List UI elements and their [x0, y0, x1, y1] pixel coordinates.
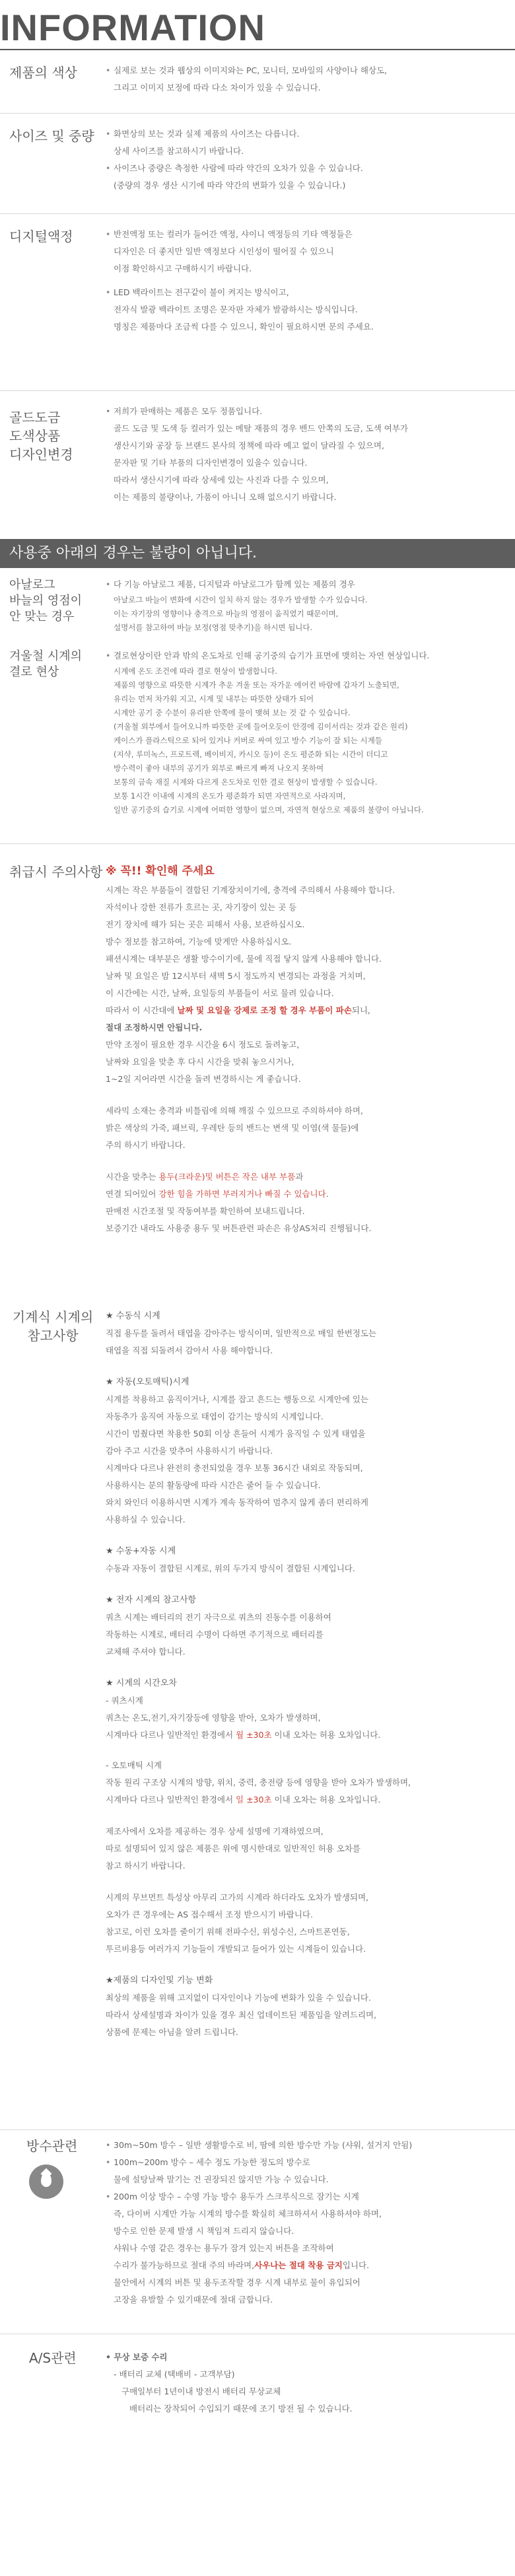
content-line: 아날로그 바늘이 변화에 시간이 일치 하지 않는 경우가 발생할 수가 있습니다.	[114, 595, 368, 604]
row-mechanical	[0, 1291, 515, 2129]
content-line: • 100m~200m 방수 – 세수 정도 가능한 정도의 방수로	[106, 2154, 502, 2171]
content-line: 구매일부터 1년이내 방전시 배터리 무상교체	[121, 2386, 281, 2396]
content-line: 1~2일 지어라면 시간을 돌려 변경하시는 게 좋습니다.	[106, 1074, 301, 1084]
content-line	[106, 1186, 502, 1203]
text-span: 시계마다 다르나 일반적인 환경에서	[106, 1730, 236, 1740]
content-line: 물에 설탕날짜 말기는 건 권장되진 않지만 가능 수 있습니다.	[114, 2174, 329, 2184]
block-title: ★제품의 디자인및 기능 변화	[106, 1976, 213, 1986]
row-label	[0, 568, 106, 645]
text-span: 시계마다 다르나 일반적인 환경에서	[106, 1795, 236, 1805]
content-line: 디자인은 더 좋지만 일반 액정보다 시인성이 떨어질 수 있으니	[114, 246, 334, 256]
content-line	[106, 1727, 502, 1744]
content-line: 시간이 멈췄다면 착용한 50회 이상 흔들어 시계가 움직일 수 있게 태엽을	[106, 1429, 366, 1439]
content-line: 시계에 온도 조건에 따라 결로 현상이 발생합니다.	[114, 666, 277, 676]
caution-block-1	[106, 882, 502, 1088]
mech-block	[106, 1972, 502, 2041]
text-span: 이내 오차는 허용 오차입니다.	[271, 1795, 381, 1805]
row-label	[0, 1291, 106, 2129]
row-content	[106, 2130, 515, 2334]
caution-block-2	[106, 1102, 502, 1154]
content-line: 즉, 다이버 시계만 가능 시계의 방수를 확실히 체크하셔서 사용하셔야 하며,	[114, 2209, 382, 2219]
content-line: 생산시기와 공장 등 브랜드 본사의 정책에 따라 예고 없이 달라질 수 있으며,	[114, 441, 384, 450]
content-line: 만약 조정이 필요한 경우 시간을 6시 정도로 돌려놓고,	[106, 1040, 300, 1050]
content-line: 자석이나 강한 전류가 흐르는 곳, 자기장이 있는 곳 등	[106, 902, 297, 912]
content-line: (중량의 경우 생산 시기에 따라 약간의 변화가 있을 수 있습니다.)	[114, 180, 346, 190]
content-line: 보통 1시간 이내에 시계의 온도가 평준화가 되면 자연적으로 사라지며,	[114, 791, 346, 801]
row-content	[106, 645, 515, 843]
content-line: • 사이즈나 중량은 측정한 사람에 따라 약간의 오차가 있을 수 있습니다.	[106, 160, 502, 177]
highlight-text: 월 ±30초	[236, 1730, 272, 1740]
content-line: • 200m 이상 방수 – 수영 가능 방수 용두가 스크루식으로 잠기는 시계	[106, 2188, 502, 2205]
content-line: 문자판 및 기타 부품의 디자인변경이 있을수 있습니다.	[114, 458, 308, 468]
content-line: 참고 하시기 바랍니다.	[106, 1861, 186, 1871]
row-label: 디지털액정	[9, 229, 73, 244]
content-line: 따라서 생산시기에 따라 상세에 있는 사진과 다를 수 있으며,	[114, 475, 329, 485]
row-label	[0, 645, 106, 843]
label-line: 참고사항	[27, 1328, 79, 1343]
row-winter	[0, 645, 515, 844]
content-line: 사용하실 수 있습니다.	[106, 1515, 186, 1524]
caution-title: ※ 꼭!! 확인해 주세요	[106, 865, 215, 878]
content-line: 명칭은 제품마다 조금씩 다를 수 있으니, 확인이 필요하시면 문의 주세요.	[114, 322, 374, 332]
label-line: 안 맞는 경우	[9, 610, 75, 624]
section-banner: 사용중 아래의 경우는 불량이 아닙니다.	[0, 539, 515, 568]
content-line: 참고로, 이런 오차를 줄이기 위해 전파수신, 위성수신, 스마트폰연동,	[106, 1927, 350, 1937]
content-line: 상세 사이즈를 참고하시기 바랍니다.	[114, 146, 244, 156]
content-line: 시계의 무브먼트 특성상 아무리 고가의 시계라 하더라도 오차가 발생되며,	[106, 1892, 369, 1902]
content-line: 시계마다 다르나 완전히 충전되었을 경우 보통 36시간 내외로 작동되며,	[106, 1463, 363, 1473]
row-content	[106, 114, 515, 213]
page-title: INFORMATION	[0, 7, 265, 48]
warning-text: 사우나는 절대 착용 금지	[254, 2260, 343, 2270]
as-title: • 무상 보증 수리	[106, 2352, 168, 2362]
content-line: • 저희가 판매하는 제품은 모두 정품입니다.	[106, 403, 502, 420]
row-content	[106, 214, 515, 390]
row-content	[106, 1291, 515, 2129]
label-line: 기계식 시계의	[12, 1309, 94, 1325]
block-title: ★ 자동(오토매틱)시계	[106, 1377, 189, 1387]
content-line: - 배터리 교체 (택배비 - 고객부담)	[114, 2369, 235, 2379]
content-line: 교체해 주셔야 합니다.	[106, 1647, 186, 1657]
row-label: 사이즈 및 중량	[9, 128, 94, 144]
content-line: 직접 용두를 돌려서 태엽을 감아주는 방식이며, 일반적으로 매일 한번정도는	[106, 1328, 377, 1338]
content-line: • 실제로 보는 것과 웹상의 이미지와는 PC, 모니터, 모바일의 사양이나 해상도,	[106, 62, 502, 79]
label-line: 겨울철 시계의	[9, 649, 83, 663]
content-line: 세라믹 소재는 충격과 비틀림에 의해 깨질 수 있으므로 주의하셔야 하며,	[106, 1106, 363, 1116]
block-title: ★ 시계의 시간오차	[106, 1678, 177, 1688]
content-line	[106, 1791, 502, 1808]
content-line: (겨울철 외부에서 들어오니까 따뜻한 곳에 들어오듯이 안경에 김이서리는 것과 같은 원리)	[114, 722, 408, 731]
row-content	[106, 844, 515, 1291]
warning-text: 고장을 유발할 수 있기때문에 절대 금합니다.	[114, 2295, 273, 2305]
content-line: 보증기간 내라도 사용중 용두 및 버튼관련 파손은 유상AS처리 진행됩니다.	[106, 1223, 372, 1233]
content-line: 골드 도금 및 도색 등 컬러가 있는 메탈 재품의 경우 밴드 안쪽의 도금, 도색 여부가	[114, 423, 409, 433]
row-content	[106, 568, 515, 645]
content-line: 수동과 자동이 결합된 시계로, 위의 두가지 방식이 결합된 시계입니다.	[106, 1563, 355, 1573]
content-line: 따라서 상세설명과 차이가 있을 경우 최신 업데이트된 제품임을 알려드리며,	[106, 2010, 377, 2020]
content-line: 그리고 이미지 보정에 따라 다소 차이가 있을 수 있습니다.	[114, 83, 321, 92]
text-span: 과	[295, 1172, 304, 1182]
warning-text: 날짜 및 요일을 강제로 조정 할 경우 부품이 파손	[177, 1005, 352, 1015]
content-line: 설명서를 참고하여 바늘 보정(영점 맞추기)을 하시면 됩니다.	[114, 623, 313, 632]
content-line: 최상의 제품을 위해 고지없이 디자인이나 기능에 변화가 있을 수 있습니다.	[106, 1993, 371, 2003]
label-line: 아날로그	[9, 578, 55, 592]
text-span: .	[326, 1189, 329, 1199]
mech-block	[106, 1308, 502, 1359]
content-line: 샤워나 수영 같은 경우는 용두가 잠겨 있는지 버튼을 조작하여	[114, 2243, 334, 2253]
content-line: 패션시계는 대부분은 생활 방수이기에, 물에 직접 닿지 않게 사용해야 합니다.	[106, 954, 382, 964]
content-line: 제조사에서 오차를 제공하는 경우 상세 설명에 기재하였으며,	[106, 1826, 324, 1836]
content-line: 태엽을 직접 되돌려서 감아서 사용 해야합니다.	[106, 1345, 273, 1355]
text-span: 이내 오차는 허용 오차입니다.	[271, 1730, 381, 1740]
content-line: 전기 장치에 해가 되는 곳은 피해서 사용, 보관하십시오.	[106, 919, 305, 929]
content-line: - 쿼츠시계	[106, 1696, 143, 1705]
content-line: 방수로 인한 문제 발생 시 책임져 드리지 않습니다.	[114, 2226, 294, 2236]
row-caution	[0, 844, 515, 1291]
text-span: 수리가 불가능하므로 절대 주의 바라며,	[114, 2260, 255, 2270]
label-line: 도색상품	[9, 428, 61, 444]
content-line: 유리는 먼저 차가워 지고, 시계 및 내부는 따뜻한 상태가 되어	[114, 694, 314, 703]
water-drop-icon	[29, 2165, 63, 2199]
content-line: 이 시간에는 시간, 날짜, 요일등의 부품들이 서로 물려 있습니다.	[106, 988, 334, 998]
content-line: 배터리는 장착되어 수입되기 때문에 조기 방전 될 수 있습니다.	[129, 2404, 353, 2414]
content-line: 이점 확인하시고 구매하시기 바랍니다.	[114, 264, 252, 273]
row-size	[0, 114, 515, 214]
info-header	[0, 0, 515, 50]
content-line: 날짜와 요일을 맞춘 후 다시 시간을 맞춰 놓으시거나,	[106, 1057, 294, 1067]
mech-block	[106, 1889, 502, 1958]
content-line: 투르비용등 여러가지 기능들이 개발되고 들어가 있는 시계들이 있습니다.	[106, 1944, 366, 1954]
highlight-text: 일 ±30초	[236, 1795, 272, 1805]
content-line: 감아 주고 시간을 맞추어 사용하시기 바랍니다.	[106, 1446, 273, 1456]
content-line: 오차가 큰 경우에는 AS 접수해서 조정 받으시기 바랍니다.	[106, 1910, 313, 1919]
content-line: 시계는 작은 부품들이 결합된 기계장치이기에, 충격에 주의해서 사용해야 합니다.	[106, 885, 395, 895]
row-as	[0, 2334, 515, 2427]
mech-block	[106, 1543, 502, 1577]
content-line: (지샥, 루미녹스, 프로트렉, 베이비지, 카시오 등)이 온도 평준화 되는 시간이 더디고	[114, 750, 388, 759]
row-water	[0, 2129, 515, 2334]
row-label	[0, 391, 106, 530]
row-label	[0, 2130, 106, 2334]
block-title: ★ 전자 시계의 참고사항	[106, 1595, 197, 1605]
content-line: • 화면상의 보는 것과 실제 제품의 사이즈는 다릅니다.	[106, 125, 502, 143]
row-label: 제품의 색상	[9, 65, 77, 81]
content-line: 와치 와인더 이용하시면 시계가 계속 동작하여 멈추지 않게 좀더 편리하게	[106, 1497, 369, 1507]
warning-text: 물안에서 시계의 버튼 및 용두조작할 경우 시계 내부로 물이 유입되어	[114, 2277, 360, 2287]
warning-text: 절대 조정하시면 안됩니다.	[106, 1022, 203, 1032]
content-line	[106, 2257, 502, 2274]
content-line: 이는 제품의 불량이나, 가품이 아니니 오해 없으시기 바랍니다.	[114, 492, 337, 502]
content-line: 사용하시는 분의 활동량에 따라 시간은 줄어 들 수 있습니다.	[106, 1480, 321, 1490]
row-digital	[0, 214, 515, 391]
warning-text: 강한 힘을 가하면 부러지거나 빠질 수 있습니다	[158, 1189, 326, 1199]
content-line: 시계안 공기 중 수분이 유리판 안쪽에 물이 맺혀 보는 것 같 수 있습니다.	[114, 708, 351, 717]
content-line: 작동 원리 구조상 시계의 방향, 위치, 중력, 충전량 등에 영향을 받아 오차가 발생하며,	[106, 1777, 411, 1787]
text-span: 되니,	[351, 1005, 370, 1015]
content-line: 보통의 금속 재질 시계와 다르게 온도차로 인한 결로 현상이 발생할 수 있습니다.	[114, 777, 378, 787]
block-title: ★ 수동식 시계	[106, 1311, 160, 1321]
mech-error-block	[106, 1675, 502, 1808]
content-line: 쿼츠 시계는 배터리의 전기 자극으로 쿼츠의 진동수를 이용하여	[106, 1612, 331, 1622]
content-line: 따로 설명되어 있지 않은 제품은 위에 명시한대로 일반적인 허용 오차를	[106, 1843, 360, 1853]
content-line: 상품에 문제는 아님을 알려 드립니다.	[106, 2027, 238, 2037]
row-gold	[0, 391, 515, 530]
content-line: 일반 공기중의 습기로 시계에 어떠한 영향이 없으며, 자연적 현상으로 제품의 불량이 아닙니다.	[114, 805, 424, 814]
content-line: 주의 하시기 바랍니다.	[106, 1140, 186, 1150]
label-line: 디자인변경	[9, 447, 73, 462]
text-span: 입니다.	[342, 2260, 370, 2270]
content-line: • 반전액정 또는 컬러가 들어간 액정, 샤이니 액정등의 기타 액정들은	[106, 226, 502, 243]
content-line: 자동추가 움직여 자동으로 태엽이 감기는 방식의 시계입니다.	[106, 1412, 324, 1421]
label-line: 골드도금	[9, 410, 61, 425]
content-line: • LED 백라이트는 전구같이 불이 켜지는 방식이고,	[106, 284, 502, 301]
row-content	[106, 2334, 515, 2427]
content-line: 작동하는 시계로, 배터리 수명이 다하면 주기적으로 배터리를	[106, 1629, 324, 1639]
content-line: 방수력이 좋아 내부의 공기가 외부로 빠르게 빠져 나오지 못하여	[114, 764, 324, 773]
content-line: 쿼츠는 온도,전기,자기장등에 영향을 받아, 오차가 발생하며,	[106, 1713, 321, 1723]
content-line: 판매전 시간조절 및 작동여부를 확인하여 보내드립니다.	[106, 1206, 305, 1216]
row-content	[106, 391, 515, 530]
content-line: 제품의 영향으로 따뜻한 시계가 추운 겨울 또는 자가운 에어컨 바람에 갑자기 노출되면,	[114, 680, 399, 690]
mech-block	[106, 1823, 502, 1875]
warning-text: 용두(크라운)및 버튼은 작은 내부 부품	[158, 1172, 296, 1182]
content-line: • 결로현상이란 안과 밖의 온도차로 인해 공기중의 습기가 표면에 맺히는 자연 현상입니다.	[106, 647, 502, 664]
content-line: 시계를 착용하고 움직이거나, 시계를 잡고 흔드는 행동으로 시계안에 있는	[106, 1394, 369, 1404]
row-analog	[0, 568, 515, 645]
text-span: 연결 되어있어	[106, 1189, 159, 1199]
row-content	[106, 50, 515, 113]
content-line: - 오토매틱 시계	[106, 1760, 162, 1770]
content-line: 이는 자기장의 영향이나 충격으로 바늘의 영점이 움직였기 때문이며,	[114, 609, 339, 618]
label-line: 방수관련	[26, 2138, 78, 2154]
content-line: 방수 정보를 참고하여, 기능에 맞게만 사용하십시오.	[106, 937, 292, 947]
content-line: 케이스가 플라스틱으로 되어 있거나 커버로 싸여 있고 방수 기능이 잘 되는 시계들	[114, 736, 382, 745]
caution-block-3	[106, 1168, 502, 1237]
text-span: 시간을 맞추는	[106, 1172, 159, 1182]
content-line	[106, 1168, 502, 1186]
row-label: 취급시 주의사항	[9, 864, 103, 880]
label-line: 바늘의 영점이	[9, 594, 83, 608]
content-line: • 30m~50m 방수 – 일반 생활방수로 비, 땀에 의한 방수만 가능 (샤워, 설거지 안됨)	[106, 2137, 502, 2154]
mech-block	[106, 1592, 502, 1661]
block-title: ★ 수동+자동 시계	[106, 1546, 176, 1556]
row-label: A/S관련	[29, 2350, 77, 2366]
content-line: • 다 기능 아날로그 제품, 디지털과 아날로그가 함께 있는 제품의 경우	[106, 576, 502, 593]
content-line: 전자식 발광 백라이트 조명은 문자판 자체가 발광하시는 방식입니다.	[114, 304, 358, 314]
row-color	[0, 50, 515, 114]
content-line: 날짜 및 요일은 밤 12시부터 새벽 5시 정도까지 변경되는 과정을 거치며,	[106, 971, 366, 981]
text-span: 따라서 이 시간대에	[106, 1005, 178, 1015]
content-line: 밝은 색상의 가죽, 패브릭, 우레탄 등의 밴드는 변색 및 이염(색 물들)에	[106, 1123, 359, 1133]
content-line	[106, 1002, 502, 1019]
label-line: 결로 현상	[9, 665, 59, 679]
mech-block	[106, 1374, 502, 1528]
